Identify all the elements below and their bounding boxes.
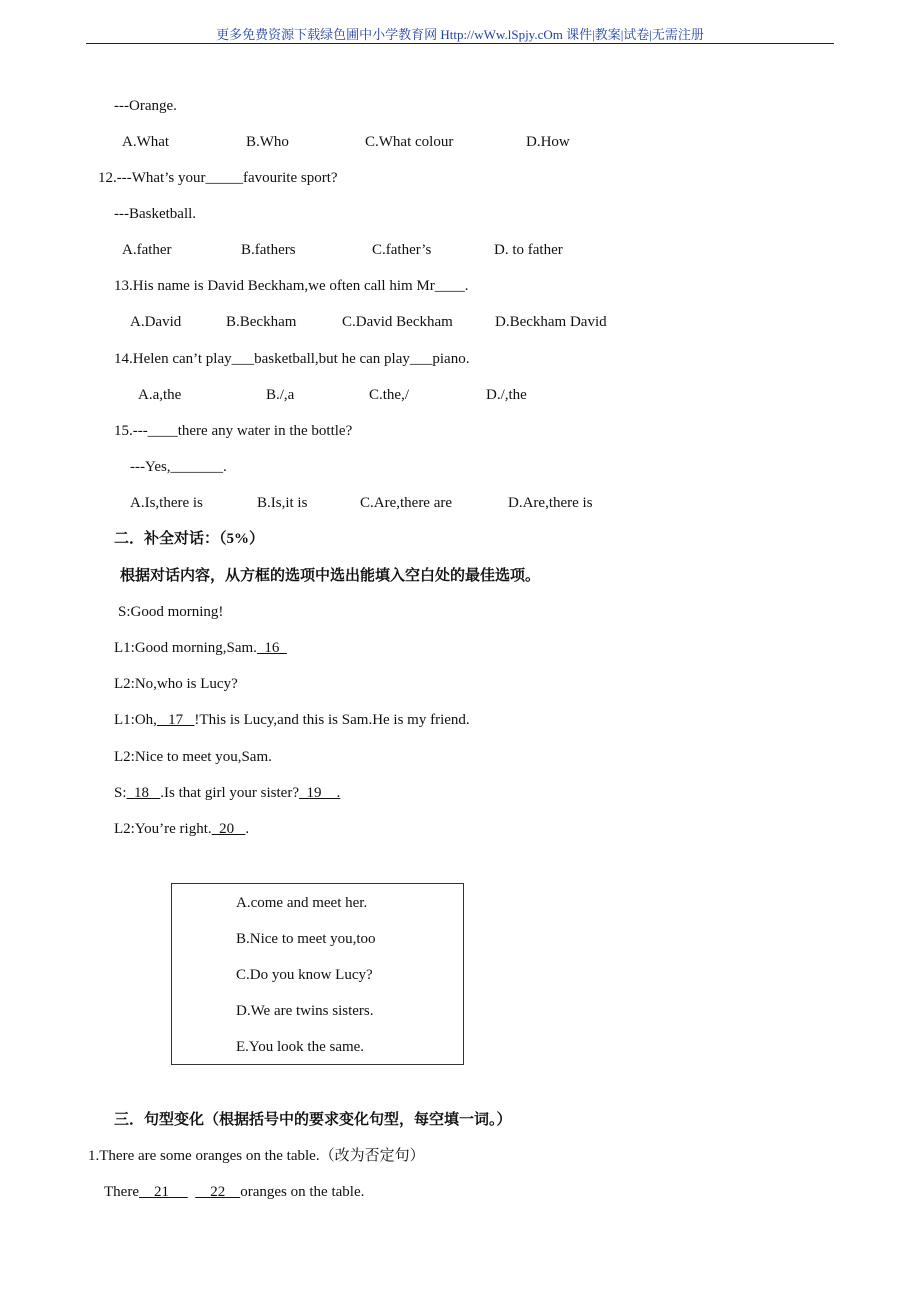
section3-answer-1 <box>104 1183 364 1201</box>
q12-question-post: favourite sport? <box>242 170 338 186</box>
q13-option-c: C.David Beckham <box>342 314 453 330</box>
blank-21: 21 <box>138 1184 188 1200</box>
q12-question <box>98 169 338 187</box>
q15-option-d: D.Are,there is <box>508 495 593 511</box>
dialogue-line-7-pre: L2:You’re right. <box>114 821 212 837</box>
box-option-c: C.Do you know Lucy? <box>236 967 373 983</box>
q14-question: 14.Helen can’t play___basketball,but he can play___piano. <box>114 351 470 367</box>
blank-20: 20 <box>211 821 246 837</box>
q15-answer: ---Yes,_______. <box>130 459 227 475</box>
answer-options-box <box>171 883 464 1065</box>
q14-option-a: A.a,the <box>138 387 182 403</box>
section3-title: 三．句型变化（根据括号中的要求变化句型，每空填一词。） <box>114 1112 512 1128</box>
answer-1-pre: There <box>104 1184 139 1200</box>
q15-option-b: B.Is,it is <box>257 495 308 511</box>
dialogue-line-7 <box>114 820 249 838</box>
page-header-banner: 更多免费资源下载绿色圃中小学教育网 Http://wWw.lSpjy.cOm 课件|教案|试卷|无需注册 <box>216 27 704 42</box>
q13-option-b: B.Beckham <box>226 314 297 330</box>
dialogue-line-2-text: L1:Good morning,Sam. <box>114 640 257 656</box>
q12-question-pre: 12.---What’s your <box>98 170 206 186</box>
q12-option-d: D. to father <box>494 242 563 258</box>
dialogue-line-6 <box>114 784 340 802</box>
q14-option-c: C.the,/ <box>369 387 409 403</box>
dialogue-line-6-mid: .Is that girl your sister? <box>160 785 299 801</box>
answer-1-post: oranges on the table. <box>240 1184 365 1200</box>
q12-option-b: B.fathers <box>241 242 296 258</box>
q11-answer: ---Orange. <box>114 98 177 114</box>
q12-answer: ---Basketball. <box>114 206 197 222</box>
q13-question: 13.His name is David Beckham,we often call him Mr____. <box>114 278 469 294</box>
section2-title: 二．补全对话：（5%） <box>114 531 265 547</box>
box-option-b: B.Nice to meet you,too <box>236 931 376 947</box>
dialogue-line-3: L2:No,who is Lucy? <box>114 676 238 692</box>
blank-18: 18 <box>126 785 161 801</box>
section3-question-1: 1.There are some oranges on the table.（改为否定句） <box>88 1148 425 1164</box>
q14-option-b: B./,a <box>266 387 295 403</box>
box-option-d: D.We are twins sisters. <box>236 1003 374 1019</box>
q12-option-a: A.father <box>122 242 172 258</box>
dialogue-line-4-post: !This is Lucy,and this is Sam.He is my friend. <box>194 712 470 728</box>
q15-option-c: C.Are,there are <box>360 495 453 511</box>
section2-instruction: 根据对话内容，从方框的选项中选出能填入空白处的最佳选项。 <box>120 568 541 584</box>
header-divider <box>86 43 834 44</box>
blank-16: 16 <box>256 640 287 656</box>
box-option-e: E.You look the same. <box>236 1039 365 1055</box>
dialogue-line-1: S:Good morning! <box>118 604 224 620</box>
dialogue-line-6-pre: S: <box>114 785 127 801</box>
q15-question: 15.---____there any water in the bottle? <box>114 423 353 439</box>
q12-option-c: C.father’s <box>372 242 432 258</box>
q11-option-d: D.How <box>526 134 570 150</box>
dialogue-line-4-pre: L1:Oh, <box>114 712 157 728</box>
blank-19: 19 . <box>299 785 341 801</box>
q13-option-a: A.David <box>130 314 182 330</box>
q11-option-c: C.What colour <box>365 134 454 150</box>
q13-option-d: D.Beckham David <box>495 314 607 330</box>
q11-option-a: A.What <box>122 134 170 150</box>
dialogue-line-5: L2:Nice to meet you,Sam. <box>114 749 272 765</box>
dialogue-line-7-post: . <box>245 821 250 837</box>
blank-22: 22 <box>195 1184 241 1200</box>
q15-option-a: A.Is,there is <box>130 495 203 511</box>
box-option-a: A.come and meet her. <box>236 895 368 911</box>
dialogue-line-4 <box>114 711 470 729</box>
q11-option-b: B.Who <box>246 134 289 150</box>
dialogue-line-2 <box>114 639 287 657</box>
blank-17: 17 <box>156 712 195 728</box>
q14-option-d: D./,the <box>486 387 527 403</box>
q12-blank: _____ <box>205 170 243 186</box>
